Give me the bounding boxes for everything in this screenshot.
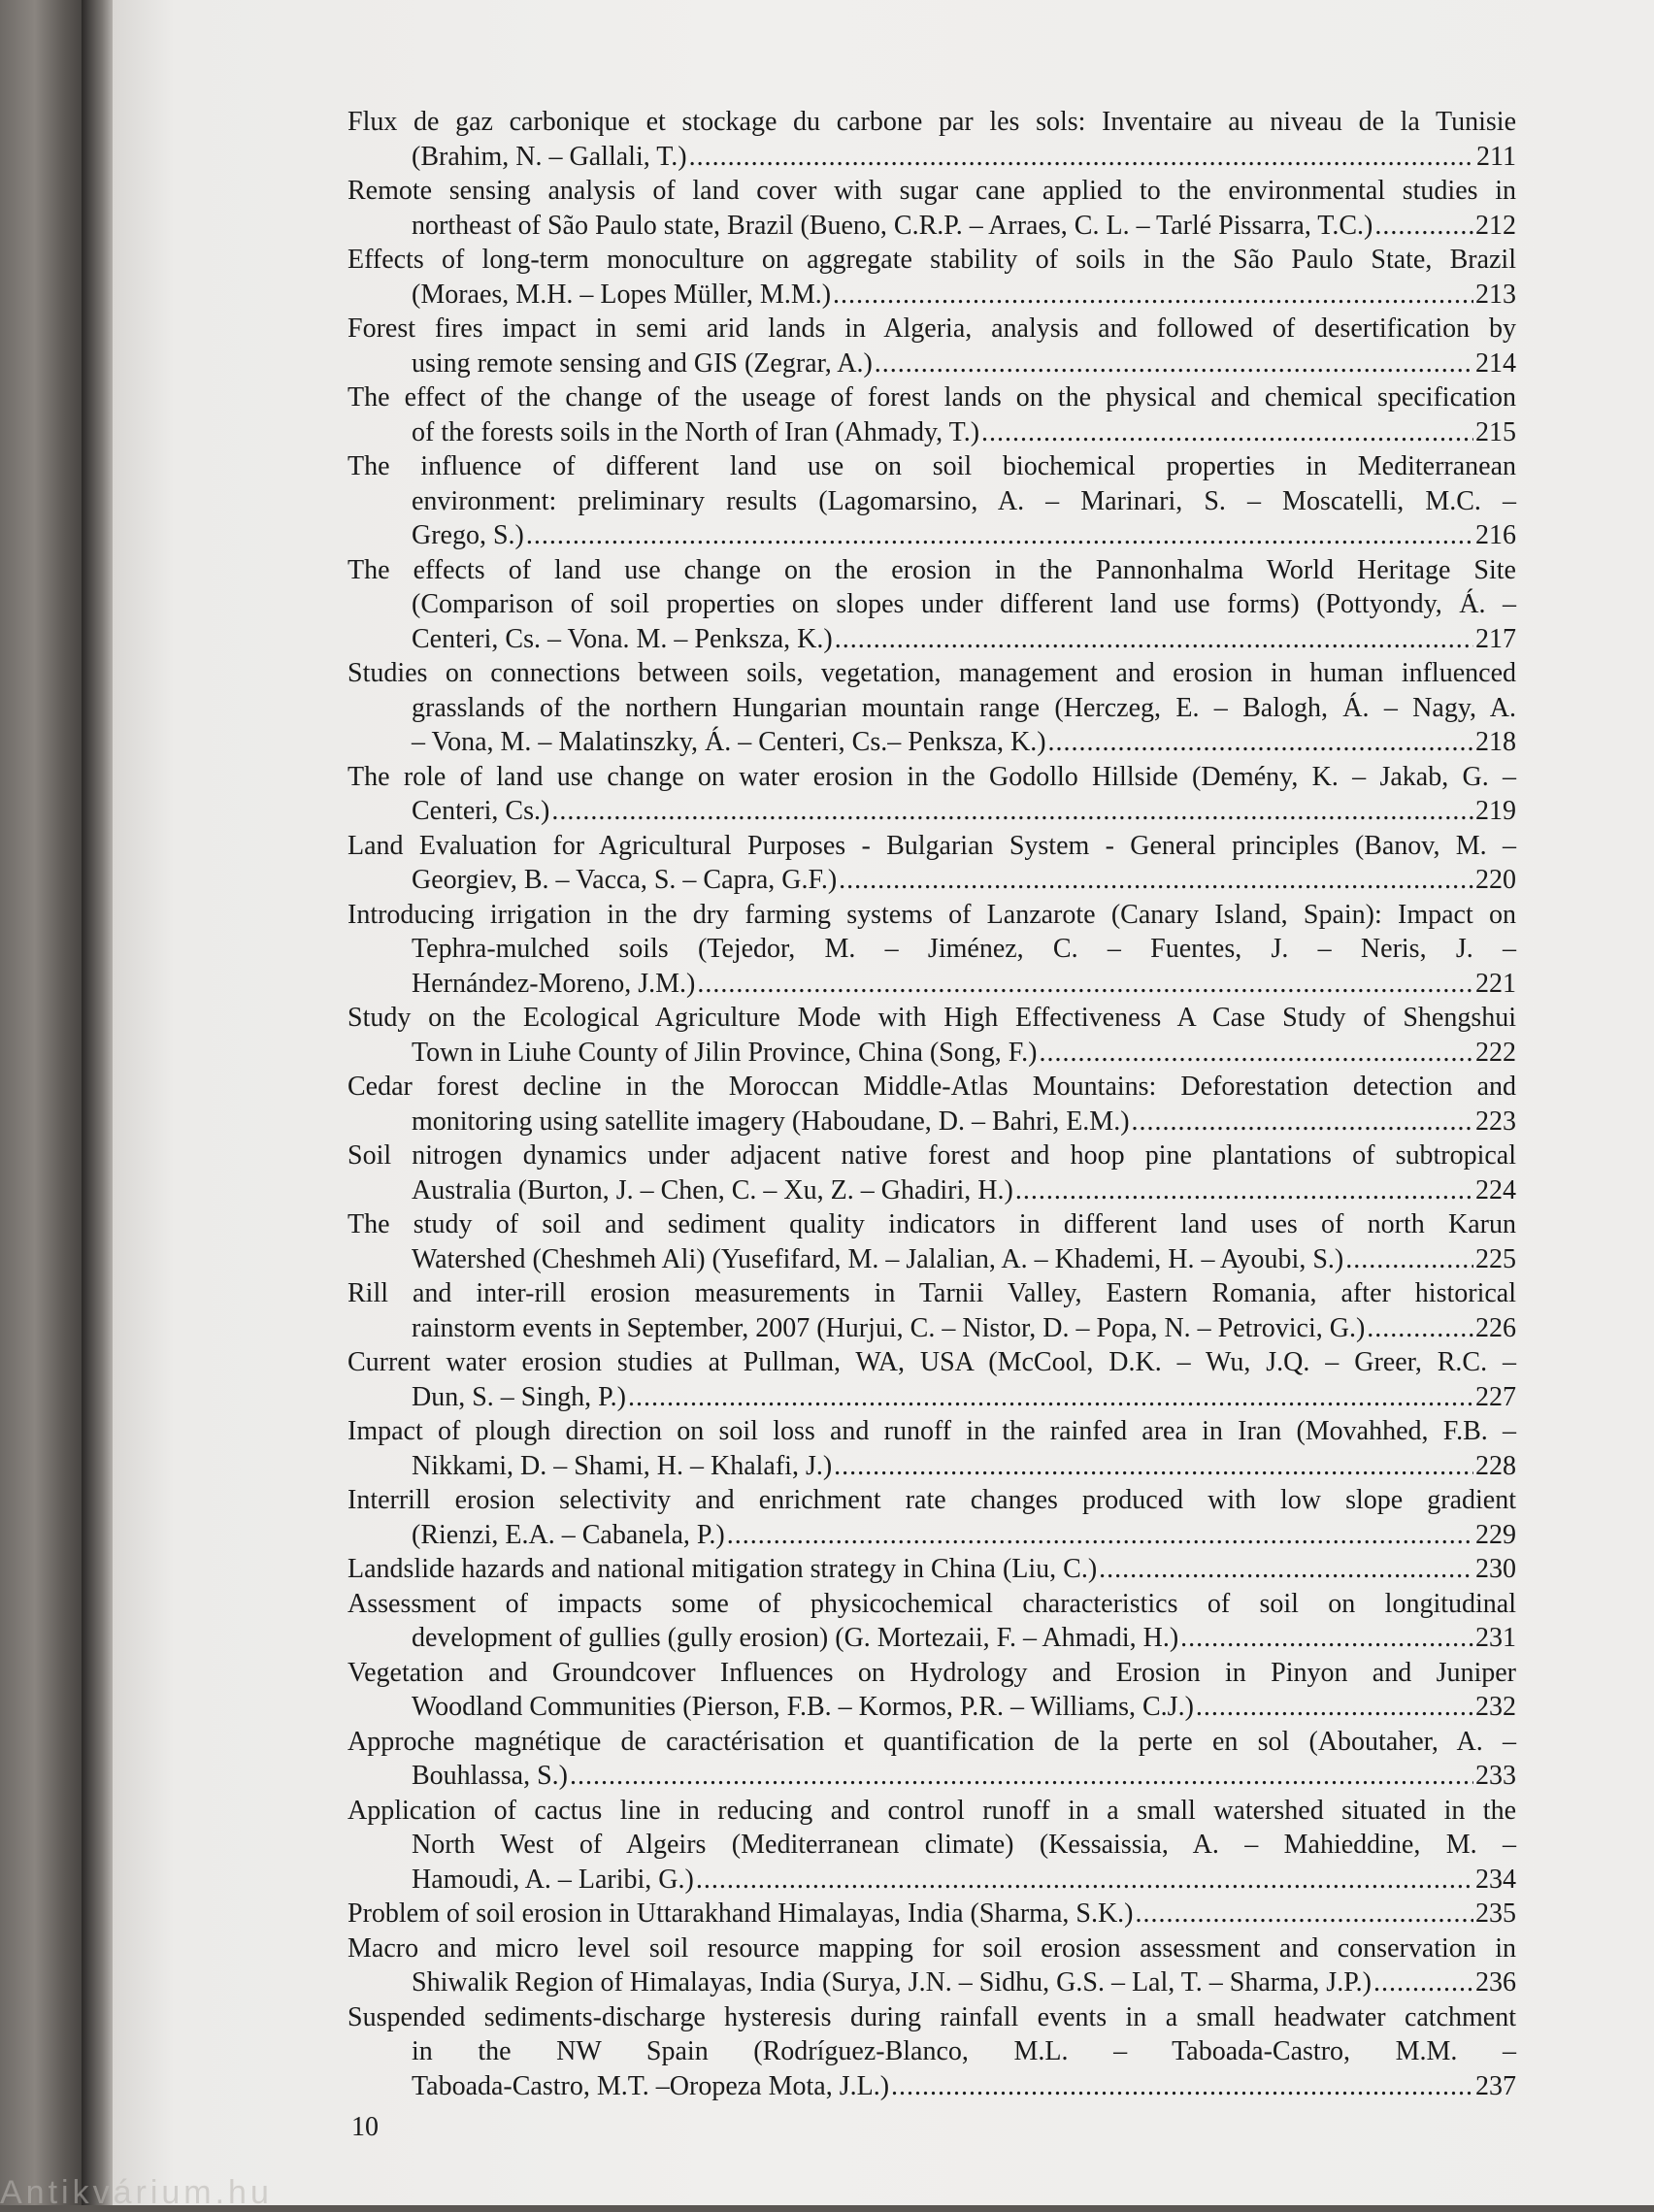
toc-entry-line: The effects of land use change on the erosion in the Pannonhalma World Heritage Site: [347, 554, 1516, 585]
toc-page-number: 214: [1475, 347, 1516, 379]
dot-leader: [833, 278, 1473, 313]
toc-page-number: 216: [1475, 520, 1516, 550]
toc-entry-line: Forest fires impact in semi arid lands in Algeria, analysis and followed of desertification by: [347, 314, 1516, 344]
toc-entry-title-end: of the forests soils in the North of Iran (Ahmady, T.): [412, 416, 980, 447]
dot-leader: [628, 1380, 1473, 1415]
dot-leader: [1374, 209, 1473, 244]
dot-leader: [1039, 1036, 1473, 1071]
dot-leader: [551, 794, 1473, 829]
toc-entry-line: Application of cactus line in reducing and control runoff in a small watershed situated in the: [347, 1795, 1516, 1826]
toc-entry-line: The effect of the change of the useage of forest lands on the physical and chemical specification: [347, 382, 1516, 413]
toc-entry: [347, 449, 1516, 553]
toc-entry: [347, 1345, 1516, 1414]
toc-entry-last-line: [347, 1863, 1516, 1898]
toc-entry-last-line: [347, 1380, 1516, 1415]
toc-entry-last-line: [347, 518, 1516, 553]
toc-entry-title-end: Problem of soil erosion in Uttarakhand Himalayas, India (Sharma, S.K.): [347, 1898, 1134, 1929]
dot-leader: [526, 518, 1473, 553]
toc-entry-last-line: [347, 1759, 1516, 1794]
toc-entry: [347, 1587, 1516, 1656]
toc-entry-title-end: Georgiev, B. – Vacca, S. – Capra, G.F.): [412, 865, 838, 895]
toc-entry: [347, 1931, 1516, 2000]
toc-entry-title-end: (Rienzi, E.A. – Cabanela, P.): [412, 1519, 725, 1550]
toc-entry-title-end: Hernández-Moreno, J.M.): [412, 968, 696, 999]
toc-entry-last-line: [347, 725, 1516, 760]
toc-entry-title-end: development of gullies (gully erosion) (G. Mortezaii, F. – Ahmadi, H.): [412, 1623, 1179, 1653]
toc-page-number: 218: [1475, 727, 1516, 757]
toc-entry-line: Introducing irrigation in the dry farming systems of Lanzarote (Canary Island, Spain): Impact on: [347, 899, 1516, 930]
toc-entry-last-line: [347, 1036, 1516, 1071]
dot-leader: [1196, 1690, 1473, 1725]
toc-page-number: 229: [1475, 1519, 1516, 1550]
toc-entry: [347, 553, 1516, 657]
toc-page-number: 221: [1475, 968, 1516, 999]
toc-entry-last-line: [347, 140, 1516, 175]
toc-entry-title-end: rainstorm events in September, 2007 (Hurjui, C. – Nistor, D. – Popa, N. – Petrovici, G.): [412, 1312, 1366, 1343]
toc-entry-line: Macro and micro level soil resource mapping for soil erosion assessment and conservation in: [347, 1932, 1516, 1964]
toc-entry-line: Assessment of impacts some of physicochemical characteristics of soil on longitudinal: [347, 1588, 1516, 1619]
toc-entry: [347, 1725, 1516, 1794]
toc-entry-title-end: Grego, S.): [412, 520, 524, 550]
toc-page-number: 226: [1475, 1312, 1516, 1343]
toc-entry: [347, 760, 1516, 829]
dot-leader: [1015, 1173, 1473, 1208]
toc-entry-last-line: [347, 209, 1516, 244]
toc-page-number: 211: [1476, 141, 1516, 172]
dot-leader: [570, 1759, 1473, 1794]
toc-page-number: 231: [1475, 1623, 1516, 1653]
toc-entry: [347, 380, 1516, 449]
toc-page-number: 237: [1475, 2070, 1516, 2101]
toc-page-number: 224: [1475, 1174, 1516, 1205]
toc-entry-last-line: [347, 1690, 1516, 1725]
dot-leader: [839, 863, 1473, 898]
toc-entry-line: Current water erosion studies at Pullman, WA, USA (McCool, D.K. – Wu, J.Q. – Greer, R.C. –: [347, 1347, 1516, 1377]
dot-leader: [1136, 1897, 1474, 1931]
toc-entry-title-end: Watershed (Cheshmeh Ali) (Yusefifard, M. – Jalalian, A. – Khademi, H. – Ayoubi, S.): [412, 1243, 1344, 1274]
toc-entry-title-end: Dun, S. – Singh, P.): [412, 1381, 626, 1412]
toc-entry: [347, 829, 1516, 898]
toc-entry: [347, 1656, 1516, 1725]
dot-leader: [891, 2069, 1473, 2104]
dot-leader: [727, 1518, 1473, 1553]
toc-entry: [347, 243, 1516, 312]
toc-entry-last-line: [347, 863, 1516, 898]
toc-entry-line: Tephra-mulched soils (Tejedor, M. – Jiménez, C. – Fuentes, J. – Neris, J. –: [412, 934, 1516, 964]
dot-leader: [696, 1863, 1473, 1898]
toc-entry-last-line: [347, 1173, 1516, 1208]
toc-page-number: 213: [1475, 279, 1516, 310]
toc-entry-line: grasslands of the northern Hungarian mountain range (Herczeg, E. – Balogh, Á. – Nagy, A.: [412, 692, 1516, 723]
dot-leader: [1132, 1105, 1473, 1139]
toc-entry-line: Approche magnétique de caractérisation et quantification de la perte en sol (Aboutaher, A. –: [347, 1726, 1516, 1757]
dot-leader: [1099, 1552, 1473, 1587]
page-number: 10: [351, 2112, 379, 2142]
toc-entry-line: Suspended sediments-discharge hysteresis during rainfall events in a small headwater catchment: [347, 2001, 1516, 2032]
toc-entry-line: Remote sensing analysis of land cover with sugar cane applied to the environmental studies in: [347, 176, 1516, 206]
toc-entry-title-end: northeast of São Paulo state, Brazil (Bueno, C.R.P. – Arraes, C. L. – Tarlé Pissarra, T.C.): [412, 210, 1373, 241]
toc-entry-line: Rill and inter-rill erosion measurements in Tarnii Valley, Eastern Romania, after historical: [347, 1278, 1516, 1308]
toc-entry: [347, 1414, 1516, 1483]
toc-entry-line: Cedar forest decline in the Moroccan Middle-Atlas Mountains: Deforestation detection and: [347, 1072, 1516, 1102]
dot-leader: [689, 140, 1474, 175]
toc-entry-last-line: [347, 794, 1516, 829]
toc-entry-line: Studies on connections between soils, vegetation, management and erosion in human influenced: [347, 658, 1516, 688]
toc-page-number: 228: [1475, 1450, 1516, 1481]
toc-entry-title-end: (Moraes, M.H. – Lopes Müller, M.M.): [412, 279, 832, 310]
toc-page-number: 225: [1475, 1243, 1516, 1274]
dot-leader: [835, 622, 1473, 657]
toc-entry-last-line: [347, 2069, 1516, 2104]
toc-entry-title-end: Centeri, Cs.): [412, 796, 550, 826]
toc-entry: [347, 2000, 1516, 2104]
toc-page-number: 234: [1475, 1864, 1516, 1895]
toc-entry-line: Effects of long-term monoculture on aggregate stability of soils in the São Paulo State, Brazil: [347, 245, 1516, 275]
toc-entry-title-end: Hamoudi, A. – Laribi, G.): [412, 1864, 694, 1895]
dot-leader: [1180, 1621, 1473, 1656]
toc-entry-line: Vegetation and Groundcover Influences on Hydrology and Erosion in Pinyon and Juniper: [347, 1657, 1516, 1688]
toc-entry-title-end: Taboada-Castro, M.T. –Oropeza Mota, J.L.): [412, 2070, 890, 2101]
toc-entry-line: The role of land use change on water erosion in the Godollo Hillside (Demény, K. – Jakab, G. –: [347, 761, 1516, 792]
toc-entry-title-end: Landslide hazards and national mitigation strategy in China (Liu, C.): [347, 1554, 1098, 1584]
toc-page-number: 236: [1475, 1967, 1516, 1997]
toc-page-number: 215: [1475, 416, 1516, 447]
toc-entry-line: in the NW Spain (Rodríguez-Blanco, M.L. – Taboada-Castro, M.M. –: [412, 2036, 1516, 2066]
toc-entry-last-line: [347, 1518, 1516, 1553]
toc-page-number: 230: [1475, 1554, 1516, 1584]
toc-entry-line: North West of Algeirs (Mediterranean climate) (Kessaissia, A. – Mahieddine, M. –: [412, 1830, 1516, 1860]
toc-entry-last-line: [347, 347, 1516, 381]
toc-entry: [347, 1207, 1516, 1276]
toc-entry-line: (Comparison of soil properties on slopes under different land use forms) (Pottyondy, Á. –: [412, 589, 1516, 619]
toc-entry: [347, 105, 1516, 174]
toc-entry: [347, 1070, 1516, 1139]
toc-entry: [347, 1139, 1516, 1207]
toc-entry-last-line: [347, 1242, 1516, 1277]
toc-entry-line: Study on the Ecological Agriculture Mode with High Effectiveness A Case Study of Shengshui: [347, 1003, 1516, 1033]
toc-page-number: 219: [1475, 796, 1516, 826]
toc-entry: [347, 1794, 1516, 1898]
dot-leader: [875, 347, 1473, 381]
toc-entry-last-line: [347, 967, 1516, 1002]
toc-page-number: 223: [1475, 1106, 1516, 1137]
toc-entry-title-end: Shiwalik Region of Himalayas, India (Surya, J.N. – Sidhu, G.S. – Lal, T. – Sharma, J.P.): [412, 1967, 1372, 1997]
toc-entry-last-line: [347, 1621, 1516, 1656]
dot-leader: [1373, 1965, 1473, 2000]
toc-page-number: 220: [1475, 865, 1516, 895]
dot-leader: [697, 967, 1473, 1002]
dot-leader: [1345, 1242, 1473, 1277]
table-of-contents: [347, 105, 1516, 2103]
toc-entry-title-end: Woodland Communities (Pierson, F.B. – Kormos, P.R. – Williams, C.J.): [412, 1692, 1194, 1722]
toc-entry-line: environment: preliminary results (Lagomarsino, A. – Marinari, S. – Moscatelli, M.C. –: [412, 485, 1516, 516]
toc-entry-last-line: [347, 1897, 1516, 1931]
toc-entry-title-end: Nikkami, D. – Shami, H. – Khalafi, J.): [412, 1450, 833, 1481]
toc-entry: [347, 1483, 1516, 1552]
toc-entry-line: Interrill erosion selectivity and enrichment rate changes produced with low slope gradient: [347, 1485, 1516, 1515]
toc-entry: [347, 1897, 1516, 1931]
toc-entry-title-end: Centeri, Cs. – Vona. M. – Penksza, K.): [412, 623, 833, 654]
toc-entry-title-end: Bouhlassa, S.): [412, 1761, 568, 1791]
toc-entry: [347, 898, 1516, 1002]
toc-page-number: 212: [1475, 210, 1516, 241]
toc-entry: [347, 1552, 1516, 1587]
toc-entry-last-line: [347, 1311, 1516, 1346]
dot-leader: [1367, 1311, 1473, 1346]
toc-entry: [347, 1276, 1516, 1345]
toc-entry-last-line: [347, 1552, 1516, 1587]
toc-entry-line: Impact of plough direction on soil loss and runoff in the rainfed area in Iran (Movahhed, F.B. –: [347, 1416, 1516, 1446]
toc-entry-line: Soil nitrogen dynamics under adjacent native forest and hoop pine plantations of subtropical: [347, 1140, 1516, 1171]
toc-entry: [347, 312, 1516, 380]
toc-entry-title-end: – Vona, M. – Malatinszky, Á. – Centeri, Cs.– Penksza, K.): [412, 727, 1046, 757]
toc-entry: [347, 656, 1516, 760]
toc-page-number: 222: [1475, 1037, 1516, 1068]
toc-entry-last-line: [347, 622, 1516, 657]
toc-entry-title-end: Town in Liuhe County of Jilin Province, China (Song, F.): [412, 1037, 1038, 1068]
toc-page-number: 217: [1475, 623, 1516, 654]
page-edge-shadow: [82, 0, 116, 2205]
toc-entry-line: Land Evaluation for Agricultural Purposes - Bulgarian System - General principles (Banov, M. –: [347, 830, 1516, 861]
toc-entry-title-end: Australia (Burton, J. – Chen, C. – Xu, Z. – Ghadiri, H.): [412, 1174, 1013, 1205]
dot-leader: [981, 415, 1473, 450]
toc-page-number: 235: [1475, 1898, 1516, 1929]
toc-entry-last-line: [347, 1105, 1516, 1139]
toc-entry-title-end: (Brahim, N. – Gallali, T.): [412, 141, 687, 172]
toc-page-number: 233: [1475, 1761, 1516, 1791]
toc-page-number: 227: [1475, 1381, 1516, 1412]
toc-entry-title-end: monitoring using satellite imagery (Haboudane, D. – Bahri, E.M.): [412, 1106, 1130, 1137]
toc-entry-line: Flux de gaz carbonique et stockage du carbone par les sols: Inventaire au niveau de la Tunisie: [347, 107, 1516, 137]
toc-entry-last-line: [347, 278, 1516, 313]
dot-leader: [1048, 725, 1473, 760]
toc-page-number: 232: [1475, 1692, 1516, 1722]
toc-entry-line: The study of soil and sediment quality indicators in different land uses of north Karun: [347, 1209, 1516, 1239]
toc-entry-last-line: [347, 1449, 1516, 1484]
toc-entry-last-line: [347, 1965, 1516, 2000]
toc-entry-last-line: [347, 415, 1516, 450]
dot-leader: [834, 1449, 1473, 1484]
toc-entry: [347, 174, 1516, 243]
toc-entry-line: The influence of different land use on soil biochemical properties in Mediterranean: [347, 451, 1516, 481]
watermark: Antikvárium.hu: [0, 2174, 273, 2211]
toc-entry-title-end: using remote sensing and GIS (Zegrar, A.): [412, 347, 873, 379]
toc-entry: [347, 1001, 1516, 1070]
